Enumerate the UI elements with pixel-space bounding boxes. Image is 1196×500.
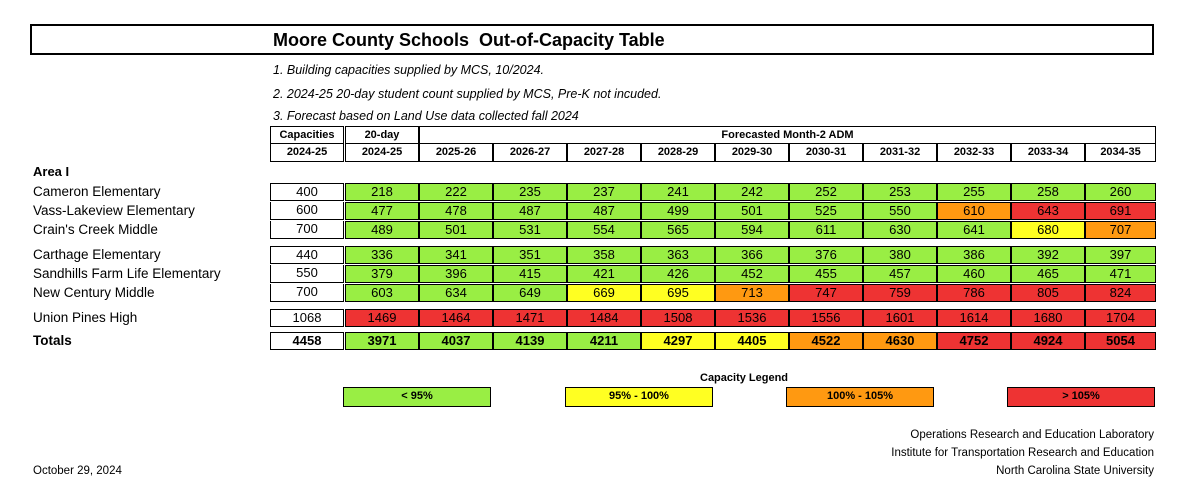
- value-cell: 396: [419, 265, 493, 283]
- capacity-cell: 600: [270, 202, 344, 220]
- legend-item: 100% - 105%: [786, 387, 934, 407]
- totals-value-cell: 5054: [1085, 332, 1156, 350]
- value-cell: 611: [789, 221, 863, 239]
- note-2: 2. 2024-25 20-day student count supplied by MCS, Pre-K not incuded.: [273, 87, 662, 101]
- totals-value-cell: 4752: [937, 332, 1011, 350]
- header-year: 2031-32: [863, 144, 937, 162]
- value-cell: 499: [641, 202, 715, 220]
- legend-item: 95% - 100%: [565, 387, 713, 407]
- header-year: 2030-31: [789, 144, 863, 162]
- value-cell: 478: [419, 202, 493, 220]
- area-label: Area I: [33, 164, 70, 179]
- value-cell: 713: [715, 284, 789, 302]
- value-cell: 1508: [641, 309, 715, 327]
- value-cell: 680: [1011, 221, 1085, 239]
- value-cell: 1471: [493, 309, 567, 327]
- totals-value-cell: 4924: [1011, 332, 1085, 350]
- value-cell: 379: [345, 265, 419, 283]
- value-cell: 457: [863, 265, 937, 283]
- org-line-1: Operations Research and Education Laboratory: [910, 429, 1154, 441]
- legend-title: Capacity Legend: [700, 372, 789, 384]
- school-name: Crain's Creek Middle: [33, 222, 158, 237]
- value-cell: 641: [937, 221, 1011, 239]
- value-cell: 380: [863, 246, 937, 264]
- header-capacities: Capacities: [270, 126, 344, 144]
- value-cell: 241: [641, 183, 715, 201]
- value-cell: 707: [1085, 221, 1156, 239]
- header-year: 2024-25: [345, 144, 419, 162]
- org-line-2: Institute for Transportation Research and Education: [891, 447, 1154, 459]
- totals-value-cell: 3971: [345, 332, 419, 350]
- school-name: New Century Middle: [33, 285, 155, 300]
- value-cell: 759: [863, 284, 937, 302]
- value-cell: 1484: [567, 309, 641, 327]
- header-year: 2025-26: [419, 144, 493, 162]
- value-cell: 634: [419, 284, 493, 302]
- totals-capacity-cell: 4458: [270, 332, 344, 350]
- totals-value-cell: 4139: [493, 332, 567, 350]
- note-3: 3. Forecast based on Land Use data collected fall 2024: [273, 109, 579, 123]
- value-cell: 1464: [419, 309, 493, 327]
- value-cell: 376: [789, 246, 863, 264]
- value-cell: 501: [715, 202, 789, 220]
- value-cell: 643: [1011, 202, 1085, 220]
- value-cell: 455: [789, 265, 863, 283]
- value-cell: 222: [419, 183, 493, 201]
- value-cell: 489: [345, 221, 419, 239]
- org-line-3: North Carolina State University: [996, 465, 1154, 477]
- legend-item: < 95%: [343, 387, 491, 407]
- value-cell: 452: [715, 265, 789, 283]
- value-cell: 366: [715, 246, 789, 264]
- value-cell: 649: [493, 284, 567, 302]
- value-cell: 531: [493, 221, 567, 239]
- capacity-cell: 440: [270, 246, 344, 264]
- value-cell: 603: [345, 284, 419, 302]
- school-name: Vass-Lakeview Elementary: [33, 203, 195, 218]
- value-cell: 218: [345, 183, 419, 201]
- value-cell: 421: [567, 265, 641, 283]
- value-cell: 341: [419, 246, 493, 264]
- value-cell: 415: [493, 265, 567, 283]
- value-cell: 594: [715, 221, 789, 239]
- value-cell: 386: [937, 246, 1011, 264]
- value-cell: 363: [641, 246, 715, 264]
- value-cell: 351: [493, 246, 567, 264]
- value-cell: 471: [1085, 265, 1156, 283]
- header-year: 2032-33: [937, 144, 1011, 162]
- totals-value-cell: 4037: [419, 332, 493, 350]
- report-date: October 29, 2024: [33, 465, 122, 477]
- totals-label: Totals: [33, 333, 72, 348]
- value-cell: 525: [789, 202, 863, 220]
- totals-value-cell: 4405: [715, 332, 789, 350]
- value-cell: 426: [641, 265, 715, 283]
- value-cell: 747: [789, 284, 863, 302]
- value-cell: 253: [863, 183, 937, 201]
- value-cell: 460: [937, 265, 1011, 283]
- value-cell: 336: [345, 246, 419, 264]
- value-cell: 565: [641, 221, 715, 239]
- value-cell: 669: [567, 284, 641, 302]
- capacity-cell: 550: [270, 265, 344, 283]
- value-cell: 465: [1011, 265, 1085, 283]
- value-cell: 235: [493, 183, 567, 201]
- value-cell: 691: [1085, 202, 1156, 220]
- value-cell: 1536: [715, 309, 789, 327]
- value-cell: 358: [567, 246, 641, 264]
- capacity-cell: 400: [270, 183, 344, 201]
- value-cell: 554: [567, 221, 641, 239]
- note-1: 1. Building capacities supplied by MCS, 10/2024.: [273, 63, 544, 77]
- value-cell: 242: [715, 183, 789, 201]
- header-forecast: Forecasted Month-2 ADM: [419, 126, 1156, 144]
- value-cell: 550: [863, 202, 937, 220]
- value-cell: 487: [493, 202, 567, 220]
- header-20-day: 20-day: [345, 126, 419, 144]
- header-year: 2033-34: [1011, 144, 1085, 162]
- value-cell: 392: [1011, 246, 1085, 264]
- school-name: Sandhills Farm Life Elementary: [33, 266, 221, 281]
- value-cell: 237: [567, 183, 641, 201]
- value-cell: 487: [567, 202, 641, 220]
- value-cell: 397: [1085, 246, 1156, 264]
- school-name: Union Pines High: [33, 310, 138, 325]
- school-name: Cameron Elementary: [33, 184, 161, 199]
- capacity-cell: 700: [270, 221, 344, 239]
- value-cell: 255: [937, 183, 1011, 201]
- value-cell: 1680: [1011, 309, 1085, 327]
- header-year: 2029-30: [715, 144, 789, 162]
- capacity-cell: 1068: [270, 309, 344, 327]
- value-cell: 1704: [1085, 309, 1156, 327]
- value-cell: 477: [345, 202, 419, 220]
- header-year: 2027-28: [567, 144, 641, 162]
- value-cell: 786: [937, 284, 1011, 302]
- value-cell: 1469: [345, 309, 419, 327]
- value-cell: 695: [641, 284, 715, 302]
- totals-value-cell: 4211: [567, 332, 641, 350]
- value-cell: 824: [1085, 284, 1156, 302]
- header-year: 2024-25: [270, 144, 344, 162]
- value-cell: 1556: [789, 309, 863, 327]
- totals-value-cell: 4297: [641, 332, 715, 350]
- legend-item: > 105%: [1007, 387, 1155, 407]
- value-cell: 1601: [863, 309, 937, 327]
- value-cell: 1614: [937, 309, 1011, 327]
- value-cell: 258: [1011, 183, 1085, 201]
- value-cell: 252: [789, 183, 863, 201]
- value-cell: 630: [863, 221, 937, 239]
- capacity-cell: 700: [270, 284, 344, 302]
- header-year: 2034-35: [1085, 144, 1156, 162]
- value-cell: 501: [419, 221, 493, 239]
- school-name: Carthage Elementary: [33, 247, 161, 262]
- totals-value-cell: 4630: [863, 332, 937, 350]
- page-title: Moore County Schools Out-of-Capacity Table: [273, 30, 665, 50]
- value-cell: 610: [937, 202, 1011, 220]
- value-cell: 260: [1085, 183, 1156, 201]
- header-year: 2026-27: [493, 144, 567, 162]
- value-cell: 805: [1011, 284, 1085, 302]
- header-year: 2028-29: [641, 144, 715, 162]
- totals-value-cell: 4522: [789, 332, 863, 350]
